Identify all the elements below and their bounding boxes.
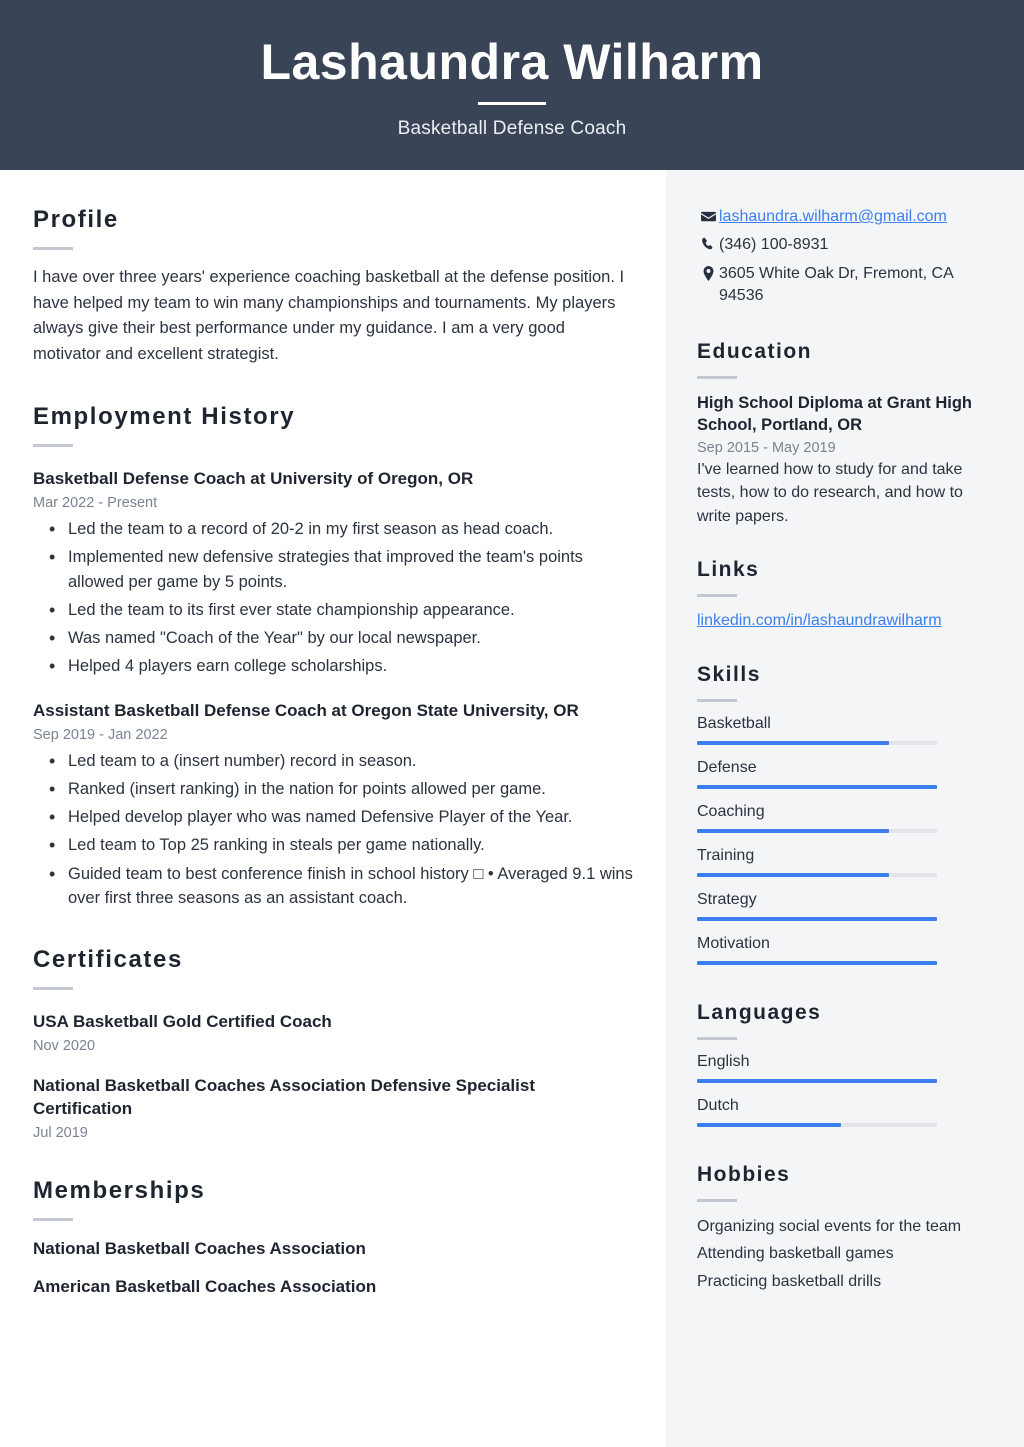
certificate-title: National Basketball Coaches Association Defensive Specialist Certification [33, 1076, 535, 1118]
spacer [33, 367, 636, 403]
employment-entry [33, 700, 636, 910]
contact-row-phone [697, 234, 994, 256]
heading-underline [33, 987, 73, 990]
spacer [697, 979, 994, 1001]
language-label: English [697, 1052, 750, 1070]
list-item: • Led the team to a record of 20-2 in my first season as head coach. [68, 517, 636, 541]
candidate-name: Lashaundra Wilharm [260, 33, 764, 90]
education-entry [697, 392, 994, 529]
employment-entry-date: Mar 2022 - Present [33, 495, 158, 512]
hobbies-heading: Hobbies [697, 1162, 791, 1186]
certificate-date: Jul 2019 [33, 1124, 88, 1141]
heading-underline [697, 699, 737, 702]
phone-icon [697, 234, 719, 251]
contact-email-link[interactable]: lashaundra.wilharm@gmail.com [719, 208, 947, 225]
heading-underline [33, 1218, 73, 1221]
skill-bar-fill [697, 741, 889, 745]
list-item: • Was named "Coach of the Year" by our local newspaper. [68, 626, 636, 650]
employment-entry [33, 468, 636, 678]
hobby-item: Organizing social events for the team [697, 1217, 962, 1235]
skill-bar-track [697, 961, 937, 965]
certificates-heading: Certificates [33, 946, 183, 974]
education-heading: Education [697, 339, 813, 363]
candidate-job-title: Basketball Defense Coach [397, 118, 627, 140]
profile-text: I have over three years' experience coaching basketball at the defense position. I have helped my team to win many championships and tournaments. My players always give their best performance under my guidance. I am a very good motivator and excellent strategist. [33, 268, 625, 363]
skill-item [697, 891, 994, 921]
section-employment-history [33, 403, 636, 910]
links-heading: Links [697, 558, 760, 582]
contact-address-text: 3605 White Oak Dr, Fremont, CA 94536 [719, 264, 953, 305]
employment-entry-bullets [33, 749, 636, 911]
certificate-date: Nov 2020 [33, 1038, 96, 1055]
profile-heading: Profile [33, 206, 119, 233]
language-label: Dutch [697, 1096, 739, 1114]
skill-label: Training [697, 846, 755, 864]
skill-bar-fill [697, 785, 937, 789]
employment-heading: Employment History [33, 403, 296, 431]
employment-entry-bullets [33, 517, 636, 679]
spacer [697, 528, 994, 558]
skill-label: Coaching [697, 802, 765, 820]
contact-row-address [697, 263, 994, 308]
contact-phone-text: (346) 100-8931 [719, 236, 829, 254]
membership-item: National Basketball Coaches Association [33, 1238, 366, 1258]
skill-bar-fill [697, 917, 937, 921]
skills-heading: Skills [697, 662, 761, 686]
education-entry-title: High School Diploma at Grant High School, Portland, OR [697, 393, 973, 435]
section-hobbies [697, 1163, 994, 1295]
skill-label: Defense [697, 758, 757, 776]
employment-entry-title: Assistant Basketball Defense Coach at Oregon State University, OR [33, 700, 579, 720]
certificate-entry [33, 1075, 636, 1141]
certificate-title: USA Basketball Gold Certified Coach [33, 1012, 332, 1032]
hobby-item: Attending basketball games [697, 1245, 894, 1263]
skill-bar-track [697, 741, 937, 745]
list-item: • Ranked (insert ranking) in the nation for points allowed per game. [68, 777, 636, 801]
skill-item [697, 759, 994, 789]
employment-entry-title: Basketball Defense Coach at University of Oregon, OR [33, 469, 474, 489]
location-pin-icon [697, 263, 719, 281]
heading-underline [697, 594, 737, 597]
header-divider [478, 102, 546, 105]
skill-label: Basketball [697, 714, 771, 732]
skill-item [697, 803, 994, 833]
skill-bar-fill [697, 873, 889, 877]
employment-entry-date: Sep 2019 - Jan 2022 [33, 726, 168, 743]
spacer [33, 910, 636, 946]
envelope-icon [697, 206, 719, 224]
spacer [697, 1141, 994, 1163]
certificate-entry [33, 1011, 636, 1054]
list-item: • Led the team to its first ever state championship appearance. [68, 598, 636, 622]
main-column [0, 170, 666, 1447]
skill-bar-track [697, 785, 937, 789]
spacer [697, 633, 994, 663]
list-item: • Led team to Top 25 ranking in steals per game nationally. [68, 833, 636, 857]
heading-underline [697, 1199, 737, 1202]
language-item [697, 1097, 994, 1127]
skill-label: Strategy [697, 890, 757, 908]
section-profile [33, 206, 636, 367]
education-entry-date: Sep 2015 - May 2019 [697, 439, 836, 456]
resume-body [0, 170, 1024, 1447]
heading-underline [33, 247, 73, 250]
language-item [697, 1053, 994, 1083]
language-bar-fill [697, 1123, 841, 1127]
skill-bar-track [697, 917, 937, 921]
skill-item [697, 935, 994, 965]
skill-bar-track [697, 829, 937, 833]
education-entry-description: I've learned how to study for and take tests, how to do research, and how to write papers. [697, 460, 963, 525]
sidebar-column [666, 170, 1024, 1447]
memberships-heading: Memberships [33, 1176, 206, 1204]
section-certificates [33, 946, 636, 1141]
section-skills [697, 663, 994, 965]
heading-underline [697, 1037, 737, 1040]
contact-row-email [697, 206, 994, 228]
section-education [697, 340, 994, 529]
skill-item [697, 715, 994, 745]
skill-label: Motivation [697, 934, 770, 952]
heading-underline [697, 376, 737, 379]
language-bar-fill [697, 1079, 937, 1083]
skill-item [697, 847, 994, 877]
skill-bar-fill [697, 961, 937, 965]
contact-list [697, 206, 994, 308]
linkedin-link[interactable]: linkedin.com/in/lashaundrawilharm [697, 612, 942, 630]
hobby-item: Practicing basketball drills [697, 1273, 882, 1291]
section-links [697, 558, 994, 632]
skill-bar-fill [697, 829, 889, 833]
list-item: • Guided team to best conference finish in school history □ • Averaged 9.1 wins over first three seasons as an assistant coach. [68, 862, 636, 911]
list-item: • Implemented new defensive strategies that improved the team's points allowed per game by 5 points. [68, 545, 636, 594]
section-memberships [33, 1177, 636, 1297]
language-bar-track [697, 1079, 937, 1083]
language-bar-track [697, 1123, 937, 1127]
list-item: • Led team to a (insert number) record in season. [68, 749, 636, 773]
membership-item: American Basketball Coaches Association [33, 1276, 377, 1296]
skill-bar-track [697, 873, 937, 877]
spacer [33, 1141, 636, 1177]
section-languages [697, 1001, 994, 1127]
list-item: • Helped develop player who was named Defensive Player of the Year. [68, 805, 636, 829]
heading-underline [33, 444, 73, 447]
list-item: • Helped 4 players earn college scholarships. [68, 654, 636, 678]
resume-header [0, 0, 1024, 170]
languages-heading: Languages [697, 1000, 822, 1024]
